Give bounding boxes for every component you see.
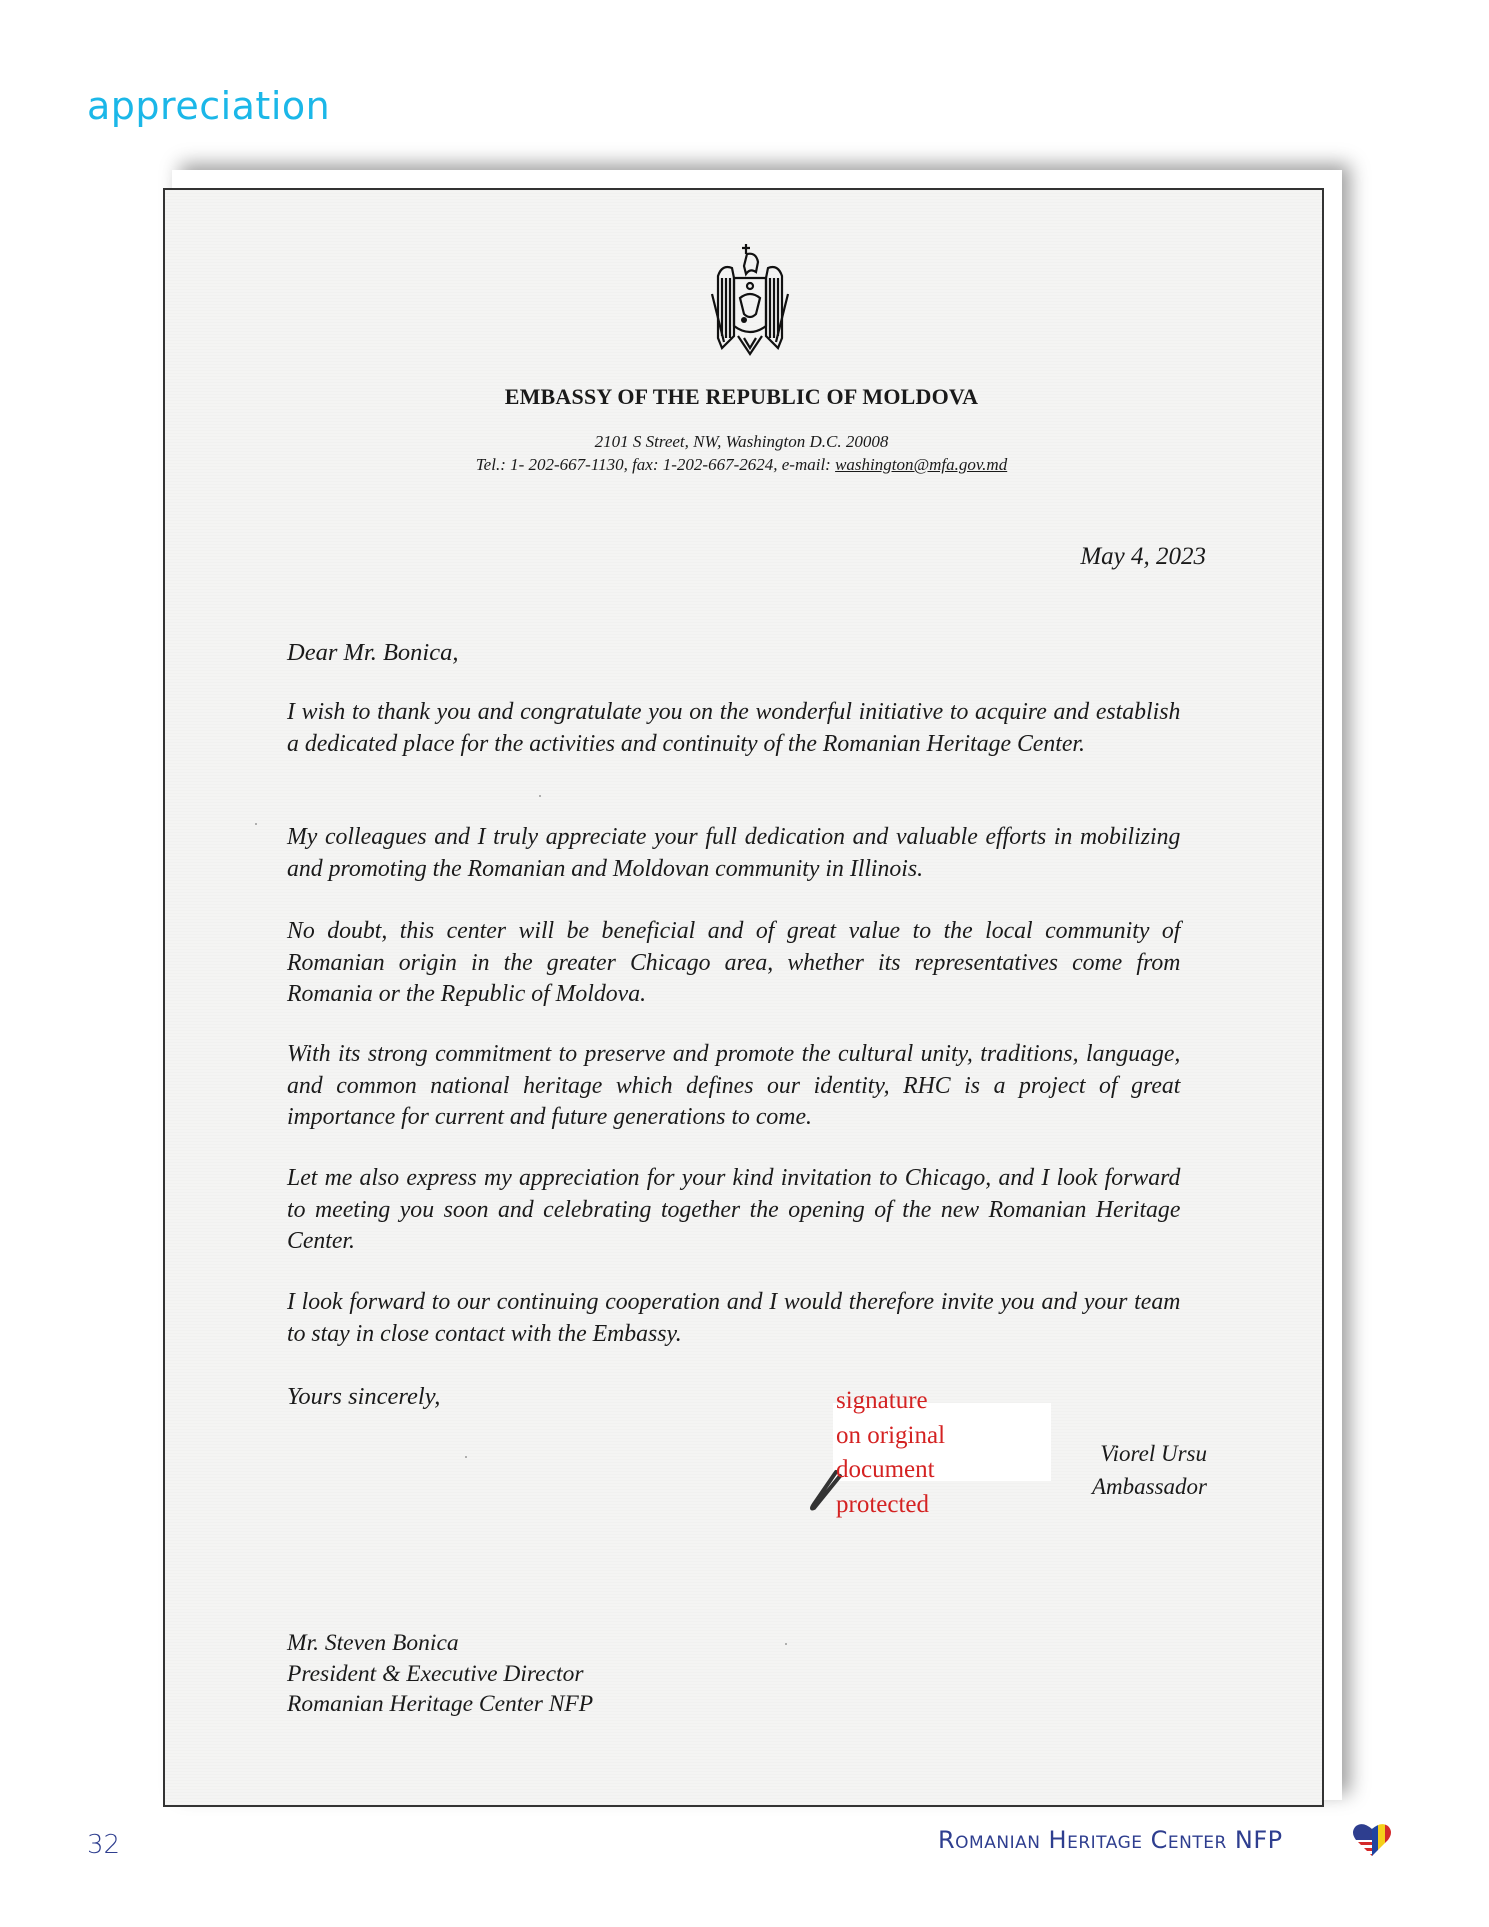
- paragraph-3: No doubt, this center will be beneficial and of great value to the local community of Romanian origin in the greater Chicago area, whether its representatives come from Romania or the Republic of Moldova.: [287, 917, 1181, 1007]
- letterhead-contact: [163, 455, 1320, 475]
- signature-note-line: document: [836, 1456, 935, 1483]
- email-link[interactable]: washington@mfa.gov.md: [835, 455, 1008, 474]
- paragraph-2: My colleagues and I truly appreciate your full dedication and valuable efforts in mobilizing and promoting the Romanian and Moldovan community in Illinois.: [287, 823, 1181, 882]
- signature-note-line: protected: [836, 1490, 930, 1518]
- recipient-title: President & Executive Director: [287, 1660, 584, 1687]
- closing: Yours sincerely,: [287, 1383, 441, 1410]
- footer-organization: Romanian Heritage Center NFP: [938, 1826, 1283, 1854]
- paragraph-4: With its strong commitment to preserve and promote the cultural unity, traditions, language, and common national heritage which defines our identity, RHC is a project of great importance for current and future generations to come.: [287, 1040, 1181, 1130]
- signature-protected-note: [836, 1384, 945, 1522]
- paragraph-6: I look forward to our continuing cooperation and I would therefore invite you and your team to stay in close contact with the Embassy.: [287, 1288, 1181, 1347]
- recipient-organization: Romanian Heritage Center NFP: [287, 1691, 594, 1717]
- heart-us-romania-flag-icon: [1352, 1822, 1392, 1858]
- recipient-name: Mr. Steven Bonica: [287, 1630, 459, 1656]
- moldova-coat-of-arms-icon: [700, 238, 800, 358]
- signature-note-line: on original: [836, 1421, 946, 1449]
- salutation: Dear Mr. Bonica,: [287, 639, 459, 666]
- recipient-block: [287, 1628, 593, 1720]
- signature-note-line: signature: [836, 1387, 928, 1414]
- signer-title: Ambassador: [1091, 1474, 1207, 1499]
- signer-block: [1092, 1437, 1207, 1503]
- letter-date: May 4, 2023: [1080, 543, 1206, 570]
- paragraph-1: I wish to thank you and congratulate you on the wonderful initiative to acquire and establish a dedicated place for the activities and continuity of the Romanian Heritage Center.: [287, 698, 1181, 757]
- scan-speck: [539, 795, 541, 797]
- signer-name: Viorel Ursu: [1100, 1441, 1207, 1466]
- letterhead-title: EMBASSY OF THE REPUBLIC OF MOLDOVA: [504, 384, 979, 409]
- contact-text: Tel.: 1- 202-667-1130, fax: 1-202-667-2624, e-mail:: [475, 455, 836, 474]
- section-title: appreciation: [87, 84, 331, 128]
- page-number: 32: [87, 1830, 121, 1860]
- letterhead-address: 2101 S Street, NW, Washington D.C. 20008: [594, 432, 889, 451]
- scan-speck: [785, 1643, 787, 1645]
- scan-speck: [255, 823, 257, 825]
- paragraph-5: Let me also express my appreciation for your kind invitation to Chicago, and I look forward to meeting you soon and celebrating together the opening of the new Romanian Heritage Center.: [287, 1164, 1181, 1254]
- scan-speck: [465, 1456, 467, 1458]
